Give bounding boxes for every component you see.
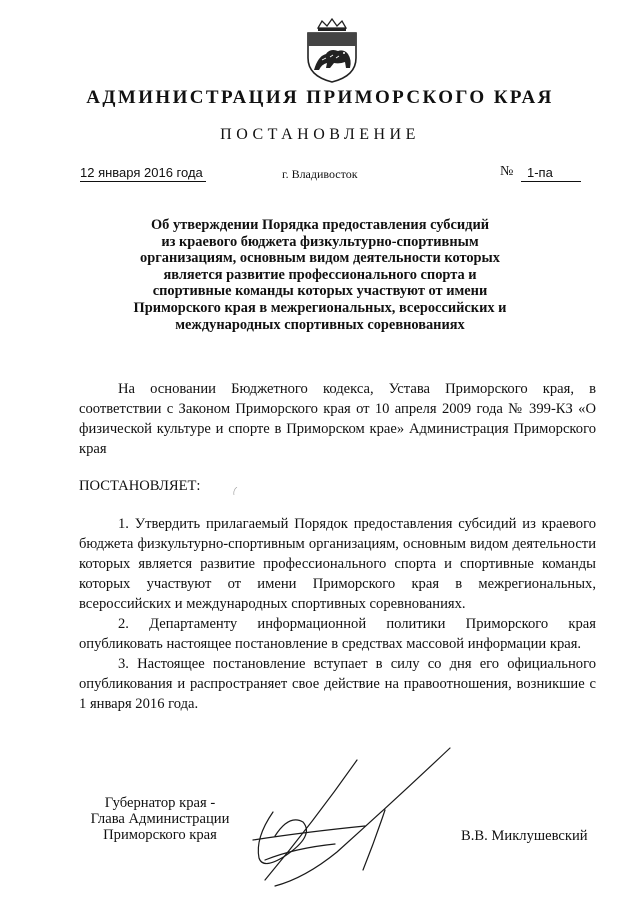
- title-line: спортивные команды которых участвуют от имени: [152, 283, 488, 300]
- signatory-position: [80, 795, 240, 843]
- position-line: Глава Администрации: [90, 811, 230, 827]
- resolve-heading: ПОСТАНОВЛЯЕТ:: [79, 478, 201, 494]
- number-sign: №: [500, 164, 514, 179]
- position-line: Губернатор края -: [104, 795, 216, 811]
- document-title: [110, 217, 530, 333]
- document-number: 1-па: [521, 165, 581, 182]
- clause-paragraph: 3. Настоящее постановление вступает в силу со дня его официального опубликования и распространяет свое действие на правоотношения, возникшие с 1 января 2016 года.: [79, 656, 596, 712]
- stray-mark: [232, 487, 238, 495]
- title-line: международных спортивных соревнованиях: [175, 316, 465, 333]
- handwritten-signature-icon: [245, 740, 475, 890]
- signatory-name: В.В. Миклушевский: [461, 828, 588, 844]
- position-line: Приморского края: [103, 827, 217, 843]
- document-city: г. Владивосток: [282, 167, 358, 181]
- organization-name: АДМИНИСТРАЦИЯ ПРИМОРСКОГО КРАЯ: [86, 87, 554, 108]
- title-line: организациям, основным видом деятельности которых: [140, 250, 500, 267]
- document-date: 12 января 2016 года: [80, 165, 206, 182]
- document-body: [79, 379, 596, 714]
- title-line: Об утверждении Порядка предоставления субсидий: [150, 217, 490, 233]
- coat-of-arms-icon: [300, 18, 364, 84]
- title-line: является развитие профессионального спорта и: [163, 266, 477, 283]
- clause-paragraph: 1. Утвердить прилагаемый Порядок предоставления субсидий из краевого бюджета физкультурно-спортивным организациям, основным видом деятельности которых является развитие профессионального спорта и спортивные команды которых участвуют от имени Приморского края в межрегиональных, всероссийских и международных спортивных соревнованиях.: [79, 516, 596, 612]
- document-type: ПОСТАНОВЛЕНИЕ: [220, 126, 420, 143]
- title-line: Приморского края в межрегиональных, всероссийских и: [133, 299, 507, 316]
- preamble-paragraph: На основании Бюджетного кодекса, Устава Приморского края, в соответствии с Законом Приморского края от 10 апреля 2009 года № 399-КЗ «О физической культуре и спорте в Приморском крае» Администрация Приморского края: [79, 381, 596, 457]
- title-line: из краевого бюджета физкультурно-спортивным: [161, 233, 479, 250]
- clause-paragraph: 2. Департаменту информационной политики Приморского края опубликовать настоящее постановление в средствах массовой информации края.: [79, 616, 596, 652]
